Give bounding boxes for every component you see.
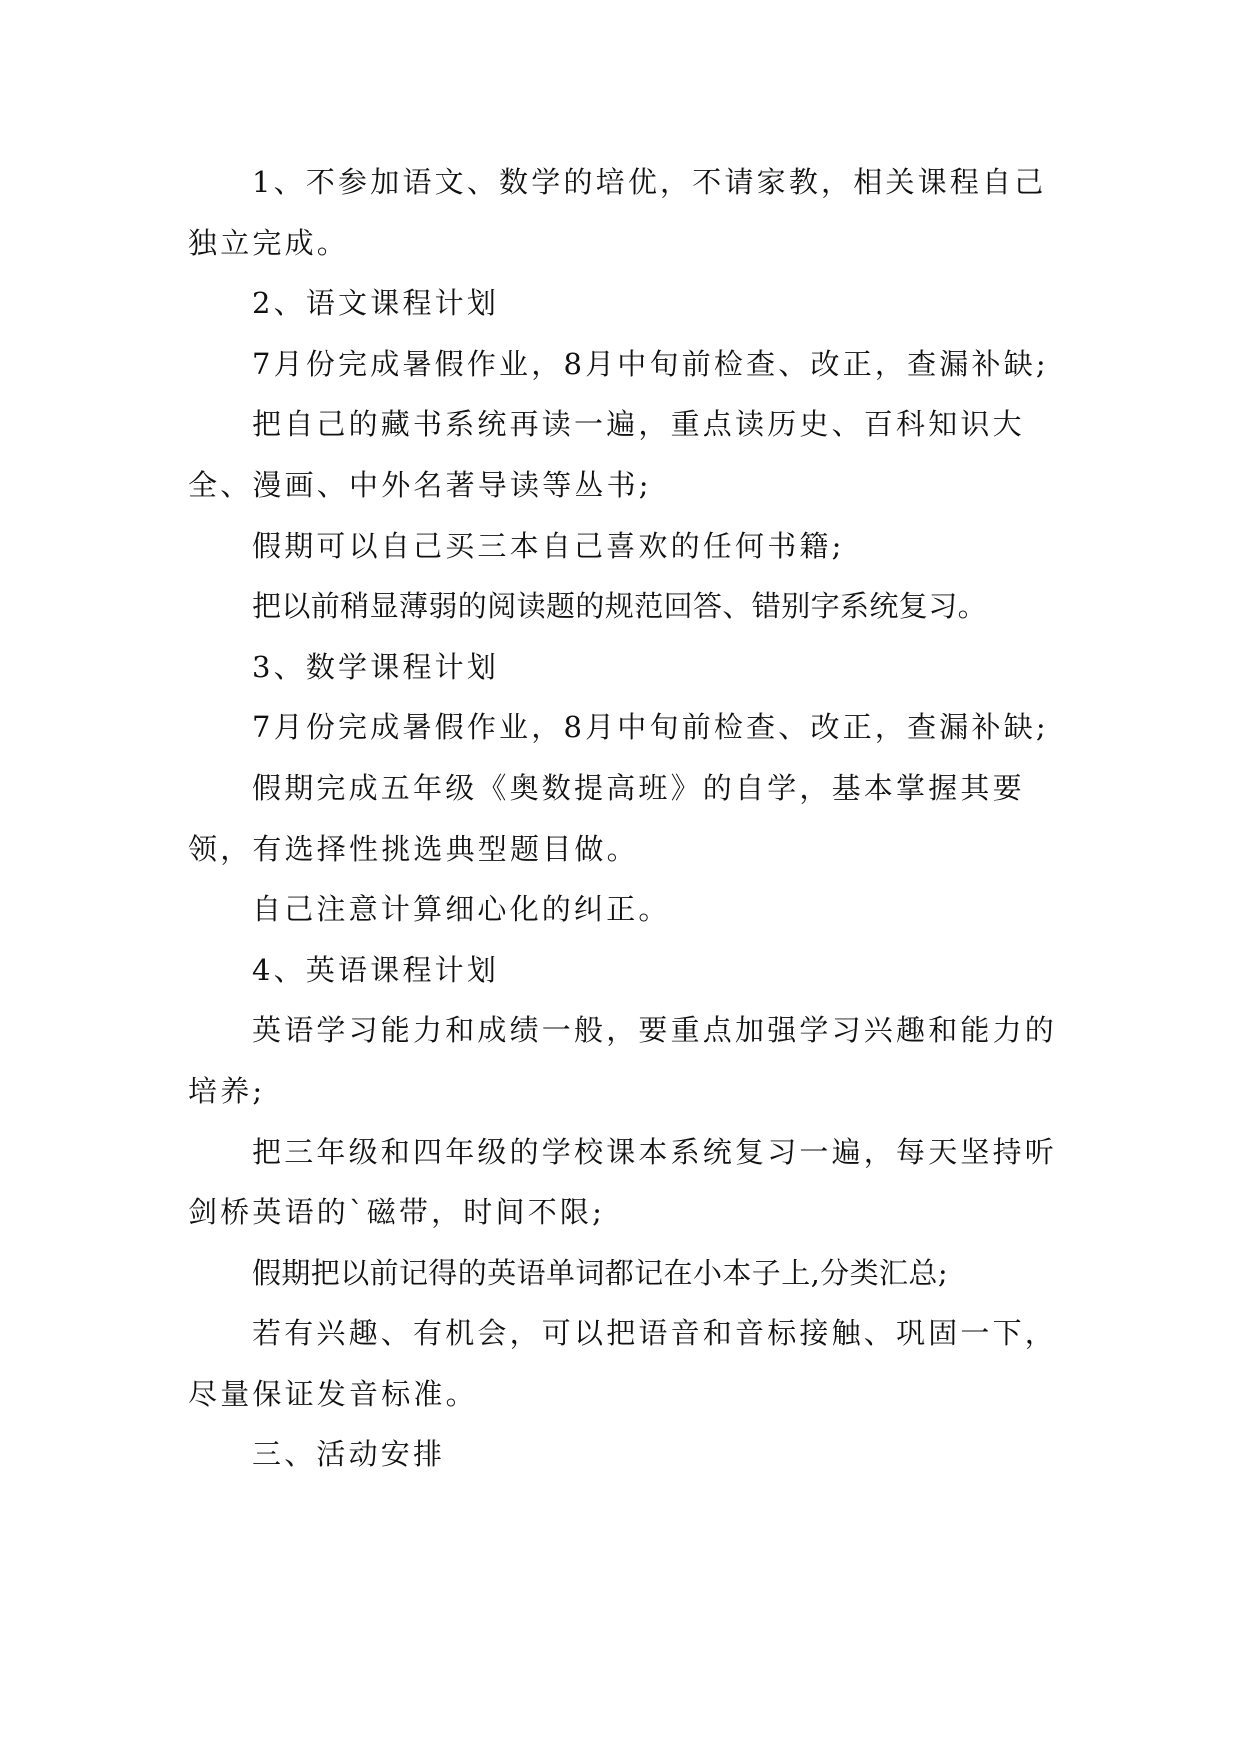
paragraph-chinese-books: 假期可以自己买三本自己喜欢的任何书籍; — [252, 528, 845, 563]
paragraph-math-careful: 自己注意计算细心化的纠正。 — [252, 892, 671, 927]
paragraph-english-interest: 英语学习能力和成绩一般，要重点加强学习兴趣和能力的培养; — [188, 1013, 1058, 1108]
heading-math-plan: 3、数学课程计划 — [252, 649, 500, 684]
paragraph-chinese-homework: 7月份完成暑假作业，8月中旬前检查、改正，查漏补缺; — [252, 346, 1049, 381]
heading-activities: 三、活动安排 — [252, 1437, 446, 1472]
paragraph-chinese-review: 把以前稍显薄弱的阅读题的规范回答、错别字系统复习。 — [252, 589, 988, 624]
document-body — [188, 152, 1058, 1485]
paragraph-english-phonetics: 若有兴趣、有机会，可以把语音和音标接触、巩固一下，尽量保证发音标准。 — [188, 1316, 1058, 1411]
paragraph-math-homework: 7月份完成暑假作业，8月中旬前检查、改正，查漏补缺; — [252, 710, 1049, 745]
paragraph-english-review: 把三年级和四年级的学校课本系统复习一遍，每天坚持听剑桥英语的`磁带，时间不限; — [188, 1134, 1058, 1230]
heading-chinese-plan: 2、语文课程计划 — [252, 286, 500, 321]
paragraph-math-olympiad: 假期完成五年级《奥数提高班》的自学，基本掌握其要领，有选择性挑选典型题目做。 — [188, 770, 1025, 866]
paragraph-no-tutoring: 1、不参加语文、数学的培优，不请家教，相关课程自己独立完成。 — [188, 165, 1047, 260]
paragraph-chinese-reading: 把自己的藏书系统再读一遍，重点读历史、百科知识大全、漫画、中外名著导读等丛书; — [188, 407, 1025, 502]
paragraph-english-vocabulary: 假期把以前记得的英语单词都记在小本子上,分类汇总; — [252, 1255, 948, 1290]
heading-english-plan: 4、英语课程计划 — [252, 952, 500, 987]
